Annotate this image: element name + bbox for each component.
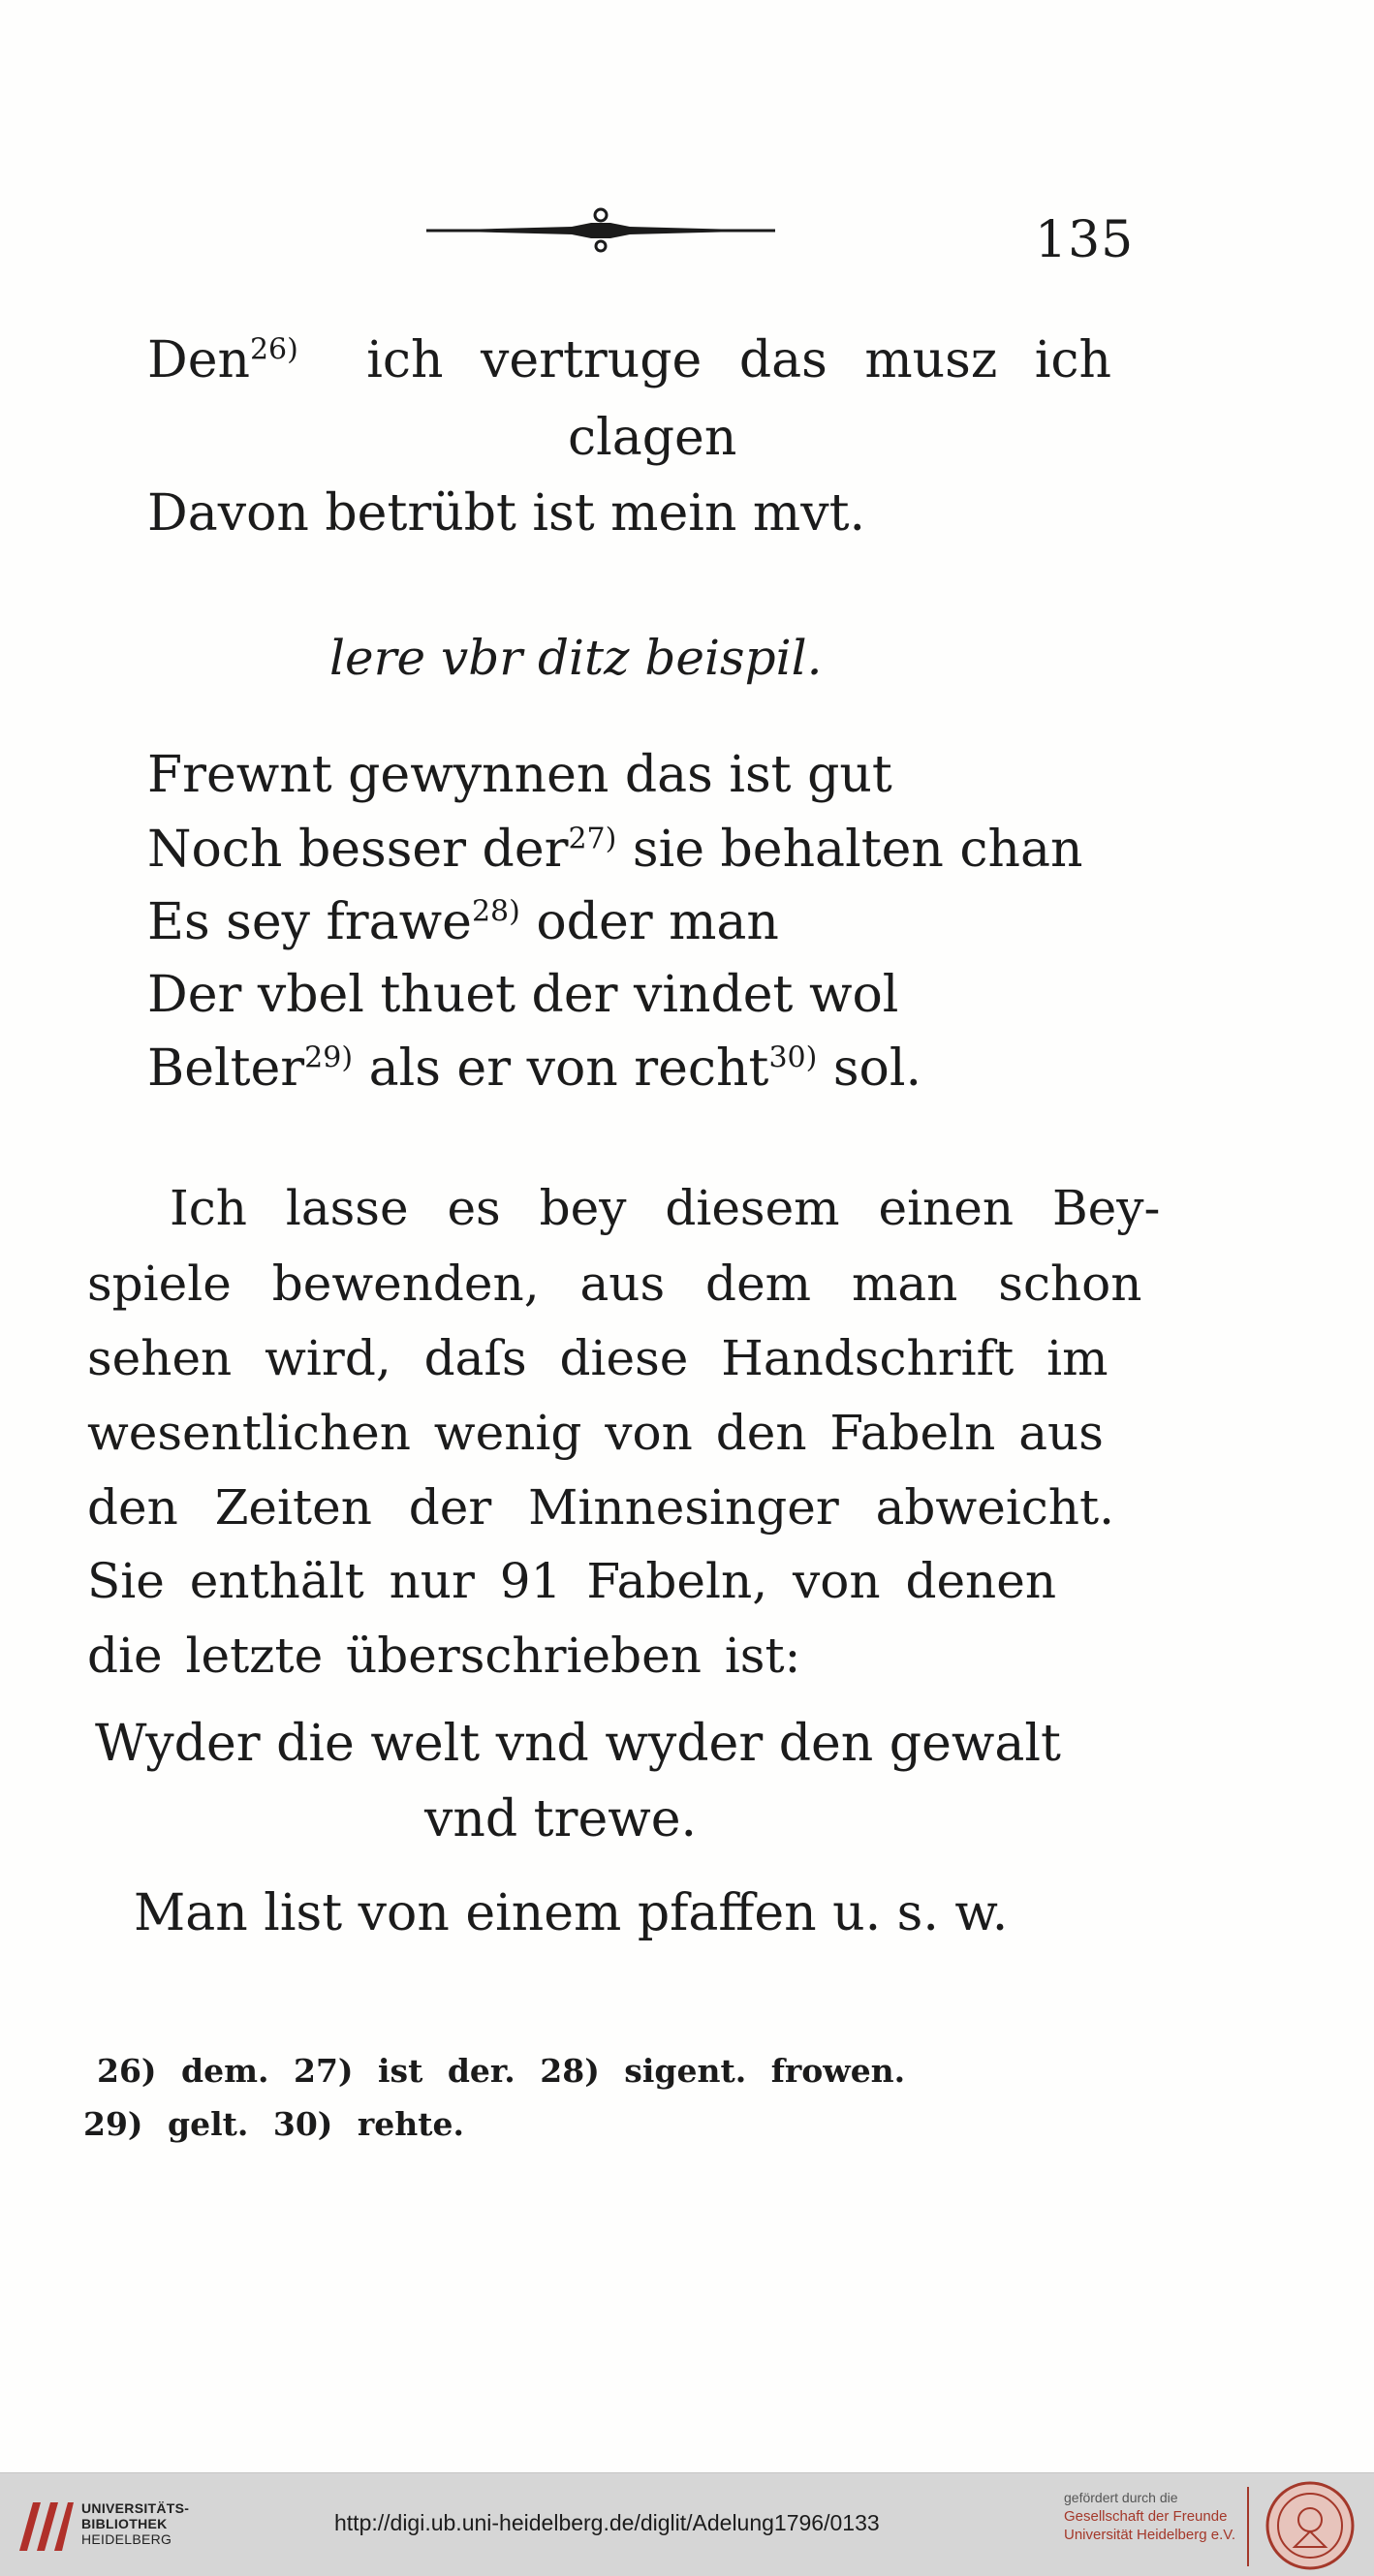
sponsor-divider (1247, 2487, 1249, 2566)
moral-verse-4: Der vbel thuet der vindet wol (147, 966, 899, 1024)
permalink-url[interactable]: http://digi.ub.uni-heidelberg.de/diglit/Adelung1796/0133 (334, 2510, 880, 2535)
library-name: UNIVERSITÄTS- BIBLIOTHEK HEIDELBERG (81, 2500, 190, 2547)
last-fable-title-cont: vnd trewe. (424, 1790, 698, 1848)
last-fable-title: Wyder die welt vnd wyder den gewalt (95, 1715, 1061, 1773)
footnote-ref: 28) (471, 894, 520, 929)
moral-verse-1: Frewnt gewynnen das ist gut (147, 746, 892, 804)
prose-line: sehen wird, daſs diese Handschrift im (87, 1330, 1109, 1386)
university-library-logo-icon (14, 2493, 76, 2557)
prose-line: wesentlichen wenig von den Fabeln aus (87, 1405, 1104, 1461)
footnotes-line-2: 29) gelt. 30) rehte. (83, 2105, 464, 2143)
university-seal-icon (1265, 2481, 1355, 2570)
moral-heading: lere vbr ditz beispil. (329, 630, 823, 686)
moral-verse-3: Es sey frawe$^{28)}$ oder man (147, 893, 779, 951)
footnote-ref: 30) (768, 1040, 818, 1075)
moral-verse-2: Noch besser der$^{27)}$ sie behalten chan (147, 821, 1083, 879)
page-number: 135 (1035, 211, 1135, 269)
prose-line: spiele bewenden, aus dem man schon (87, 1256, 1142, 1312)
prose-line: Sie enthält nur 91 Fabeln, von denen (87, 1553, 1057, 1609)
incipit-line: Man list von einem pfaffen u. s. w. (134, 1884, 1009, 1942)
footnotes-line-1: 26) dem. 27) ist der. 28) sigent. frowen. (97, 2052, 906, 2090)
viewer-footer (0, 2472, 1374, 2576)
verse-line: Den$^{26)}$ ich vertruge das musz ich (147, 331, 1111, 389)
prose-line: Ich lasse es bey diesem einen Bey- (170, 1180, 1161, 1236)
prose-line: den Zeiten der Minnesinger abweicht. (87, 1479, 1114, 1536)
verse-line: Davon betrübt ist mein mvt. (147, 484, 865, 543)
footnote-ref: 27) (568, 822, 617, 856)
verse-line-continuation: clagen (568, 409, 737, 467)
ornament-divider (426, 205, 775, 254)
sponsor-block: gefördert durch die Gesellschaft der Freunde Universität Heidelberg e.V. (1064, 2490, 1236, 2543)
footnote-ref: 29) (304, 1040, 354, 1075)
prose-line: die letzte überschrieben ist: (87, 1628, 801, 1684)
moral-verse-5: Belter$^{29)}$ als er von recht$^{30)}$ sol. (147, 1040, 922, 1098)
footnote-ref: 26) (249, 332, 298, 367)
